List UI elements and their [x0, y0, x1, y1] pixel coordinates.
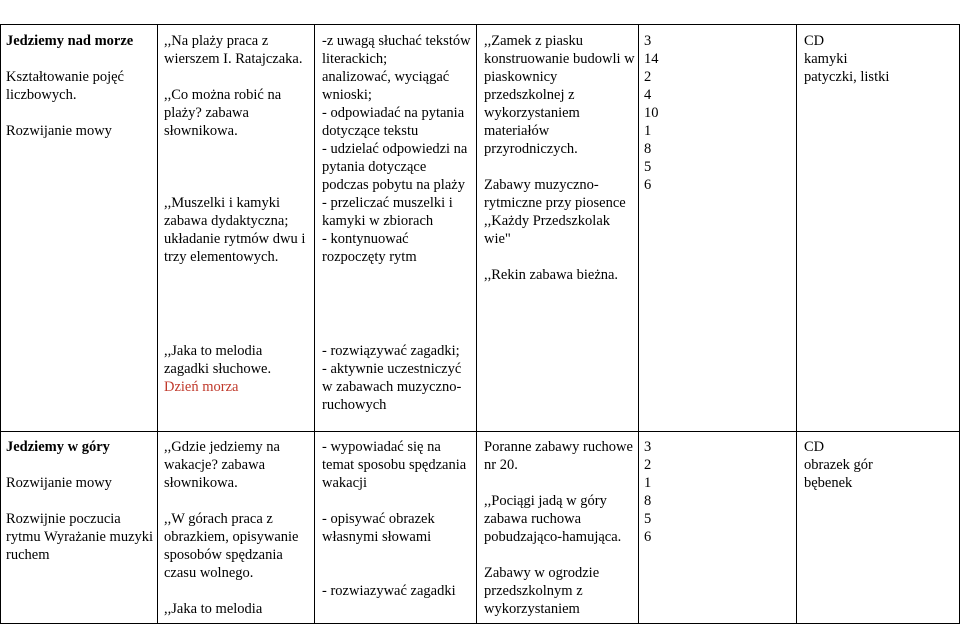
column-border-1 — [157, 24, 158, 624]
other-activity: ,,Rekin zabawa bieżna. — [484, 267, 619, 283]
activity-item: ,,Na plaży praca z wierszem I. Ratajczaka. — [164, 33, 303, 67]
table-top-border — [0, 24, 960, 25]
column-border-4 — [638, 24, 639, 624]
objectives-text: - rozwiązywać zagadki; - aktywnie uczestniczyć w zabawach muzyczno-ruchowych — [322, 343, 462, 413]
activity-item: ,,Jaka to melodia — [164, 601, 263, 617]
activity-item: ,,Gdzie jedziemy na wakacje? zabawa słownikowa. — [164, 439, 280, 491]
objectives-text: - rozwiazywać zagadki — [322, 583, 456, 599]
column-border-0 — [0, 24, 1, 624]
block3-topic-cell — [6, 438, 154, 564]
topic-goal: Kształtowanie pojęć liczbowych. — [6, 69, 124, 103]
block1-objectives-cell — [322, 32, 474, 266]
block3-other-activities-cell — [484, 438, 636, 618]
objectives-text: - opisywać obrazek własnymi słowami — [322, 511, 435, 545]
materials-list: CD kamyki patyczki, listki — [804, 33, 890, 85]
activity-item: ,,Co można robić na plaży? zabawa słownikowa. — [164, 87, 282, 139]
topic-goal: Rozwijanie mowy — [6, 123, 112, 139]
activity-item: ,,Jaka to melodia — [164, 343, 263, 359]
other-activity: Poranne zabawy ruchowe nr 20. — [484, 439, 633, 473]
block1-numbers-cell — [644, 32, 792, 194]
block3-objectives-cell — [322, 438, 474, 600]
other-activity: ,,Zamek z piasku konstruowanie budowli w piaskownicy przedszkolnej z wykorzystaniem materiałów przyrodniczych. — [484, 33, 635, 157]
column-border-2 — [314, 24, 315, 624]
activity-item: zagadki słuchowe. — [164, 361, 272, 377]
topic-title: Jedziemy w góry — [6, 439, 110, 455]
objectives-text: - wypowiadać się na temat sposobu spędzania wakacji — [322, 439, 467, 491]
block3-activities-cell — [164, 438, 310, 618]
column-border-5 — [796, 24, 797, 624]
materials-list: CD obrazek gór bębenek — [804, 439, 873, 491]
other-activity: Zabawy muzyczno-rytmiczne przy piosence ,,Każdy Przedszkolak wie" — [484, 177, 626, 247]
objectives-text: -z uwagą słuchać tekstów literackich; analizować, wyciągać wnioski; - odpowiadać na pytania dotyczące tekstu - udzielać odpowiedzi na pytania dotyczące podczas pobytu na plaży - przeliczać muszelki i kamyki w zbiorach - kontynuować rozpoczęty rytm — [322, 33, 471, 265]
block2-objectives-cell — [322, 342, 474, 414]
block1-materials-cell — [804, 32, 956, 86]
block3-numbers-cell — [644, 438, 792, 546]
other-activity: Zabawy w ogrodzie przedszkolnym z wykorzystaniem — [484, 565, 600, 617]
activity-item: ,,Muszelki i kamyki zabawa dydaktyczna; układanie rytmów dwu i trzy elementowych. — [164, 195, 306, 265]
block1-topic-cell — [6, 32, 154, 140]
block2-activities-cell — [164, 342, 310, 396]
column-border-3 — [476, 24, 477, 624]
block1-other-activities-cell — [484, 32, 636, 284]
other-activity: ,,Pociągi jadą w góry zabawa ruchowa pobudzająco-hamująca. — [484, 493, 622, 545]
day-label: Dzień morza — [164, 379, 239, 395]
curriculum-numbers: 3 2 1 8 5 6 — [644, 439, 652, 545]
curriculum-numbers: 3 14 2 4 10 1 8 5 6 — [644, 33, 659, 193]
topic-title: Jedziemy nad morze — [6, 33, 134, 49]
activity-item: ,,W górach praca z obrazkiem, opisywanie sposobów spędzania czasu wolnego. — [164, 511, 299, 581]
block1-activities-cell — [164, 32, 310, 266]
block3-materials-cell — [804, 438, 956, 492]
topic-goal: Rozwijnie poczucia rytmu Wyrażanie muzyki ruchem — [6, 511, 154, 563]
topic-goal: Rozwijanie mowy — [6, 475, 112, 491]
table-section-divider — [0, 431, 960, 432]
